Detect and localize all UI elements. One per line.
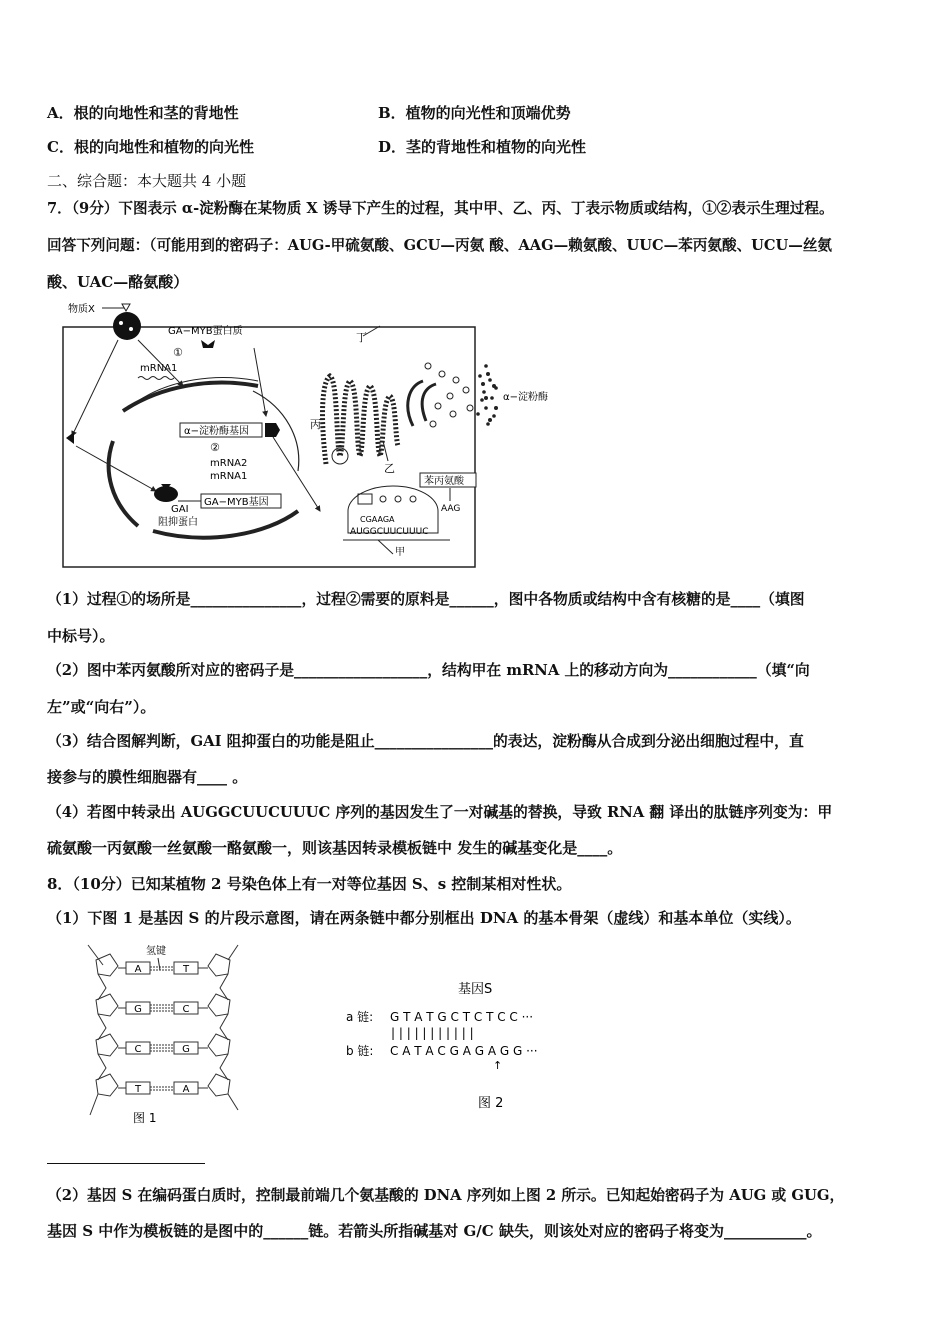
- amylase-gene-label: α−淀粉酶基因: [184, 426, 249, 437]
- q7-line2: 回答下列问题：（可能用到的密码子：AUG-甲硫氨酸、GCU—丙氨 酸、AAG—赖氨酸、UUC—苯丙氨酸、UCU—丝氨: [47, 237, 833, 254]
- option-c: C．根的向地性和植物的向光性: [47, 138, 254, 156]
- pair1-right: T: [182, 964, 190, 975]
- q7-line1: 7．（9分）下图表示 α-淀粉酶在某物质 X 诱导下产生的过程，其中甲、乙、丙、丁表示物质或结构，①②表示生理过程。: [47, 200, 834, 217]
- a-chain-label: a 链:: [346, 1010, 374, 1024]
- dna-fragment-figure: [78, 940, 248, 1128]
- bing-label: 丙: [310, 418, 321, 431]
- q7-p3a: （3）结合图解判断，GAI 阻抑蛋白的功能是阻止________________的表达，淀粉酶从合成到分泌出细胞过程中，直: [47, 733, 804, 750]
- circle-1: ①: [173, 346, 183, 359]
- q7-p2b: 左”或“向右”）。: [47, 698, 156, 716]
- q8-p2a: （2）基因 S 在编码蛋白质时，控制最前端几个氨基酸的 DNA 序列如上图 2 所示。已知起始密码子为 AUG 或 GUG，: [47, 1187, 845, 1204]
- footnote-rule: [47, 1163, 205, 1164]
- q7-p1a: （1）过程①的场所是_______________，过程②需要的原料是______，图中各物质或结构中含有核糖的是____（填图: [47, 591, 805, 608]
- pair-bars: | | | | | | | | | | |: [391, 1026, 474, 1040]
- q7-p3b: 接参与的膜性细胞器有____ 。: [47, 768, 248, 786]
- mrna1b-label: mRNA1: [210, 471, 248, 482]
- fig1-caption: 图 1: [133, 1111, 157, 1125]
- pair1-left: A: [134, 964, 142, 975]
- pair4-left: T: [134, 1084, 142, 1095]
- pair3-left: C: [134, 1044, 142, 1055]
- amylase-diagram: [58, 296, 578, 571]
- fig2-caption: 图 2: [478, 1096, 504, 1111]
- cgaaga-label: CGAAGA: [360, 515, 395, 524]
- mrna1-label: mRNA1: [140, 363, 178, 374]
- mrna2-label: mRNA2: [210, 458, 248, 469]
- yi-label: 乙: [384, 462, 395, 475]
- repressor-label: 阻抑蛋白: [158, 517, 198, 528]
- circle-2: ②: [210, 441, 220, 454]
- q8-line1: 8．（10分）已知某植物 2 号染色体上有一对等位基因 S、s 控制某相对性状。: [47, 875, 572, 893]
- b-chain-seq: C A T A C G A G A G G ···: [390, 1044, 538, 1058]
- option-d: D．茎的背地性和植物的向光性: [378, 138, 587, 156]
- amylase-label: α−淀粉酶: [503, 392, 548, 403]
- phe-label: 苯丙氨酸: [424, 476, 464, 487]
- jia-label: 甲: [395, 547, 405, 558]
- q7-p4a: （4）若图中转录出 AUGGCUUCUUUC 序列的基因发生了一对碱基的替换，导致 RNA 翻 译出的肽链序列变为：甲: [47, 804, 833, 821]
- gai-label: GAI: [171, 504, 189, 515]
- option-a: A．根的向地性和茎的背地性: [47, 104, 239, 122]
- section-heading: 二、综合题：本大题共 4 小题: [47, 172, 247, 190]
- ga-myb-gene-label: GA−MYB基因: [204, 497, 269, 508]
- q7-line3: 酸、UAC—酪氨酸）: [47, 273, 189, 291]
- a-chain-seq: G T A T G C T C T C C ···: [390, 1010, 534, 1024]
- aag-label: AAG: [441, 504, 461, 514]
- q8-p2b: 基因 S 中作为模板链的是图中的______链。若箭头所指碱基对 G/C 缺失，则该处对应的密码子将变为___________。: [47, 1222, 822, 1240]
- receptor-shape: [113, 312, 141, 340]
- pair2-right: C: [182, 1004, 190, 1015]
- pair3-right: G: [182, 1044, 190, 1055]
- substance-x-label: 物质X: [68, 304, 95, 315]
- ding-label: 丁: [356, 331, 367, 344]
- ga-myb-protein-label: GA−MYB蛋白质: [168, 326, 243, 337]
- mutation-arrow: ↑: [493, 1059, 503, 1072]
- q7-p4b: 硫氨酸一丙氨酸一丝氨酸一酪氨酸一，则该基因转录模板链中 发生的碱基变化是____。: [47, 839, 623, 857]
- pair2-left: G: [134, 1004, 142, 1015]
- gene-s-figure: [340, 975, 580, 1120]
- q8-p1: （1）下图 1 是基因 S 的片段示意图，请在两条链中都分别框出 DNA 的基本骨架（虚线）和基本单位（实线）。: [47, 909, 801, 927]
- q7-p2a: （2）图中苯丙氨酸所对应的密码子是__________________，结构甲在 mRNA 上的移动方向为____________（填“向: [47, 662, 810, 679]
- q7-p1b: 中标号）。: [47, 627, 115, 645]
- option-b: B．植物的向光性和顶端优势: [378, 104, 571, 122]
- mrna-seq-label: AUGGCUUCUUUC: [350, 527, 429, 537]
- pair4-right: A: [182, 1084, 190, 1095]
- hbond-label: 氢键: [146, 946, 166, 957]
- fig2-title: 基因S: [458, 982, 493, 997]
- b-chain-label: b 链:: [346, 1044, 374, 1058]
